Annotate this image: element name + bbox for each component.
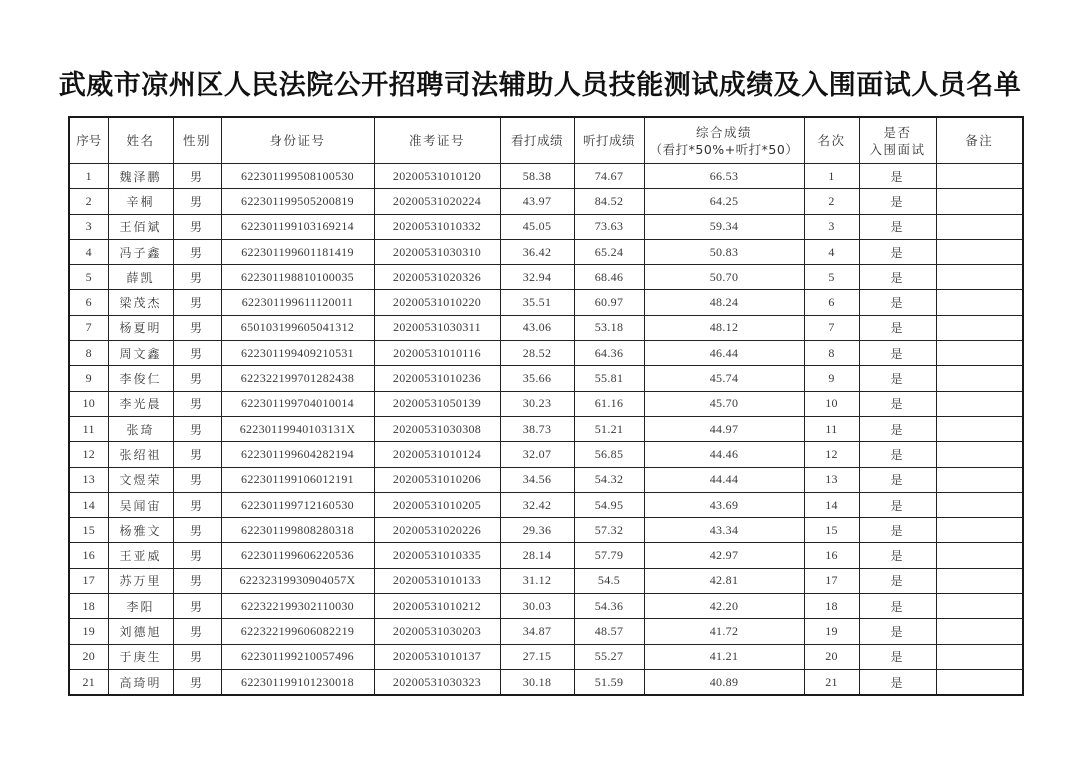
cell-visual-typing: 27.15 [500,644,574,669]
cell-audio-typing: 61.16 [574,391,644,416]
cell-rank: 11 [804,416,859,441]
cell-composite: 50.83 [644,239,804,264]
cell-audio-typing: 68.46 [574,265,644,290]
cell-id-number: 622301199601181419 [221,239,374,264]
cell-name: 王佰斌 [108,214,173,239]
cell-id-number: 622301199409210531 [221,341,374,366]
cell-gender: 男 [173,619,221,644]
cell-name: 于庚生 [108,644,173,669]
cell-seq: 21 [69,669,108,695]
cell-visual-typing: 38.73 [500,416,574,441]
cell-interview: 是 [859,315,936,340]
cell-id-number: 622301199106012191 [221,467,374,492]
cell-composite: 48.24 [644,290,804,315]
table-row [69,391,1023,416]
cell-id-number: 622301199505200819 [221,189,374,214]
header-visual-typing: 看打成绩 [500,117,574,164]
cell-composite: 40.89 [644,669,804,695]
cell-composite: 42.20 [644,594,804,619]
cell-audio-typing: 55.81 [574,366,644,391]
header-row [69,117,1023,164]
cell-composite: 66.53 [644,164,804,189]
cell-audio-typing: 51.21 [574,416,644,441]
cell-remarks [936,315,1023,340]
cell-rank: 12 [804,442,859,467]
cell-visual-typing: 30.03 [500,594,574,619]
cell-id-number: 622301199604282194 [221,442,374,467]
cell-composite: 50.70 [644,265,804,290]
cell-audio-typing: 54.95 [574,492,644,517]
cell-id-number: 62230119940103131X [221,416,374,441]
cell-seq: 10 [69,391,108,416]
cell-id-number: 622301199101230018 [221,669,374,695]
cell-seq: 19 [69,619,108,644]
cell-composite: 43.34 [644,518,804,543]
cell-id-number: 622301199611120011 [221,290,374,315]
cell-gender: 男 [173,442,221,467]
header-composite-line2: （看打*50%+听打*50） [649,141,799,157]
cell-gender: 男 [173,290,221,315]
cell-composite: 43.69 [644,492,804,517]
header-remarks: 备注 [936,117,1023,164]
cell-interview: 是 [859,619,936,644]
cell-visual-typing: 30.18 [500,669,574,695]
cell-exam-number: 20200531010332 [374,214,500,239]
cell-gender: 男 [173,265,221,290]
cell-remarks [936,543,1023,568]
cell-name: 薛凯 [108,265,173,290]
cell-id-number: 622301198810100035 [221,265,374,290]
cell-id-number: 62232319930904057X [221,568,374,593]
cell-audio-typing: 57.79 [574,543,644,568]
cell-rank: 21 [804,669,859,695]
cell-visual-typing: 43.06 [500,315,574,340]
cell-seq: 1 [69,164,108,189]
cell-name: 李俊仁 [108,366,173,391]
cell-visual-typing: 32.07 [500,442,574,467]
header-composite [644,117,804,164]
cell-exam-number: 20200531050139 [374,391,500,416]
table-row [69,543,1023,568]
header-composite-line1: 综合成绩 [695,124,752,140]
cell-visual-typing: 31.12 [500,568,574,593]
cell-name: 文煜荣 [108,467,173,492]
table-row [69,416,1023,441]
cell-seq: 14 [69,492,108,517]
cell-rank: 19 [804,619,859,644]
cell-remarks [936,164,1023,189]
cell-visual-typing: 32.42 [500,492,574,517]
table-row [69,518,1023,543]
cell-exam-number: 20200531010206 [374,467,500,492]
cell-visual-typing: 35.66 [500,366,574,391]
cell-interview: 是 [859,467,936,492]
cell-composite: 42.81 [644,568,804,593]
cell-remarks [936,391,1023,416]
cell-gender: 男 [173,164,221,189]
cell-gender: 男 [173,492,221,517]
cell-composite: 59.34 [644,214,804,239]
cell-gender: 男 [173,391,221,416]
cell-remarks [936,290,1023,315]
cell-name: 杨雅文 [108,518,173,543]
cell-gender: 男 [173,594,221,619]
cell-exam-number: 20200531030310 [374,239,500,264]
cell-exam-number: 20200531020226 [374,518,500,543]
cell-rank: 4 [804,239,859,264]
cell-remarks [936,619,1023,644]
cell-seq: 18 [69,594,108,619]
cell-visual-typing: 30.23 [500,391,574,416]
cell-id-number: 622322199606082219 [221,619,374,644]
cell-id-number: 622301199210057496 [221,644,374,669]
cell-name: 杨夏明 [108,315,173,340]
cell-exam-number: 20200531010133 [374,568,500,593]
cell-remarks [936,518,1023,543]
cell-composite: 41.21 [644,644,804,669]
cell-visual-typing: 43.97 [500,189,574,214]
cell-name: 张琦 [108,416,173,441]
cell-composite: 45.74 [644,366,804,391]
cell-exam-number: 20200531010116 [374,341,500,366]
cell-visual-typing: 35.51 [500,290,574,315]
cell-seq: 5 [69,265,108,290]
cell-interview: 是 [859,644,936,669]
cell-remarks [936,189,1023,214]
cell-name: 王亚威 [108,543,173,568]
cell-gender: 男 [173,669,221,695]
cell-rank: 2 [804,189,859,214]
cell-composite: 44.44 [644,467,804,492]
cell-interview: 是 [859,189,936,214]
cell-name: 周文鑫 [108,341,173,366]
cell-gender: 男 [173,568,221,593]
cell-audio-typing: 56.85 [574,442,644,467]
cell-interview: 是 [859,594,936,619]
cell-interview: 是 [859,265,936,290]
cell-rank: 5 [804,265,859,290]
cell-gender: 男 [173,214,221,239]
cell-exam-number: 20200531020326 [374,265,500,290]
cell-remarks [936,467,1023,492]
table-body [69,164,1023,696]
cell-seq: 20 [69,644,108,669]
cell-id-number: 622301199704010014 [221,391,374,416]
cell-gender: 男 [173,467,221,492]
table-header [69,117,1023,164]
cell-interview: 是 [859,164,936,189]
cell-gender: 男 [173,366,221,391]
cell-remarks [936,341,1023,366]
cell-exam-number: 20200531010137 [374,644,500,669]
cell-composite: 48.12 [644,315,804,340]
cell-interview: 是 [859,492,936,517]
cell-rank: 6 [804,290,859,315]
table-row [69,619,1023,644]
cell-name: 李阳 [108,594,173,619]
cell-rank: 14 [804,492,859,517]
results-table [68,116,1024,696]
cell-interview: 是 [859,518,936,543]
cell-rank: 8 [804,341,859,366]
cell-visual-typing: 32.94 [500,265,574,290]
cell-audio-typing: 84.52 [574,189,644,214]
cell-exam-number: 20200531010212 [374,594,500,619]
cell-exam-number: 20200531030203 [374,619,500,644]
cell-composite: 46.44 [644,341,804,366]
document-title: 武威市凉州区人民法院公开招聘司法辅助人员技能测试成绩及入围面试人员名单 [58,70,1022,101]
cell-rank: 9 [804,366,859,391]
cell-exam-number: 20200531030311 [374,315,500,340]
cell-interview: 是 [859,568,936,593]
cell-audio-typing: 55.27 [574,644,644,669]
cell-rank: 15 [804,518,859,543]
cell-id-number: 622301199712160530 [221,492,374,517]
header-interview-line2: 入围面试 [869,141,926,157]
cell-remarks [936,594,1023,619]
cell-id-number: 650103199605041312 [221,315,374,340]
cell-audio-typing: 53.18 [574,315,644,340]
cell-audio-typing: 48.57 [574,619,644,644]
table-row [69,669,1023,695]
cell-gender: 男 [173,189,221,214]
cell-seq: 2 [69,189,108,214]
cell-interview: 是 [859,366,936,391]
header-id-number: 身份证号 [221,117,374,164]
cell-rank: 16 [804,543,859,568]
cell-rank: 18 [804,594,859,619]
table-row [69,315,1023,340]
table-row [69,568,1023,593]
cell-gender: 男 [173,518,221,543]
cell-audio-typing: 54.36 [574,594,644,619]
cell-exam-number: 20200531010236 [374,366,500,391]
cell-visual-typing: 58.38 [500,164,574,189]
table-row [69,290,1023,315]
cell-exam-number: 20200531010205 [374,492,500,517]
cell-remarks [936,492,1023,517]
cell-audio-typing: 73.63 [574,214,644,239]
cell-visual-typing: 34.56 [500,467,574,492]
cell-rank: 13 [804,467,859,492]
cell-rank: 20 [804,644,859,669]
cell-audio-typing: 54.5 [574,568,644,593]
cell-id-number: 622322199701282438 [221,366,374,391]
cell-interview: 是 [859,669,936,695]
cell-composite: 41.72 [644,619,804,644]
cell-seq: 3 [69,214,108,239]
cell-visual-typing: 29.36 [500,518,574,543]
header-seq: 序号 [69,117,108,164]
cell-visual-typing: 34.87 [500,619,574,644]
cell-id-number: 622301199808280318 [221,518,374,543]
cell-composite: 44.46 [644,442,804,467]
cell-composite: 42.97 [644,543,804,568]
cell-seq: 17 [69,568,108,593]
cell-gender: 男 [173,644,221,669]
cell-remarks [936,568,1023,593]
cell-gender: 男 [173,341,221,366]
header-interview-line1: 是否 [883,124,912,140]
table-row [69,492,1023,517]
cell-name: 吴闻宙 [108,492,173,517]
cell-interview: 是 [859,391,936,416]
cell-rank: 17 [804,568,859,593]
cell-audio-typing: 64.36 [574,341,644,366]
cell-interview: 是 [859,341,936,366]
cell-seq: 6 [69,290,108,315]
table-row [69,644,1023,669]
cell-composite: 64.25 [644,189,804,214]
table-row [69,164,1023,189]
cell-name: 苏万里 [108,568,173,593]
cell-exam-number: 20200531010335 [374,543,500,568]
cell-exam-number: 20200531020224 [374,189,500,214]
cell-audio-typing: 57.32 [574,518,644,543]
cell-name: 梁茂杰 [108,290,173,315]
table-row [69,189,1023,214]
cell-audio-typing: 65.24 [574,239,644,264]
cell-remarks [936,239,1023,264]
cell-gender: 男 [173,543,221,568]
cell-name: 冯子鑫 [108,239,173,264]
table-row [69,341,1023,366]
cell-remarks [936,265,1023,290]
cell-interview: 是 [859,416,936,441]
cell-seq: 16 [69,543,108,568]
cell-visual-typing: 45.05 [500,214,574,239]
table-row [69,467,1023,492]
cell-interview: 是 [859,239,936,264]
cell-remarks [936,644,1023,669]
cell-exam-number: 20200531010124 [374,442,500,467]
cell-gender: 男 [173,315,221,340]
cell-seq: 9 [69,366,108,391]
cell-remarks [936,214,1023,239]
cell-name: 魏泽鹏 [108,164,173,189]
cell-seq: 7 [69,315,108,340]
cell-audio-typing: 54.32 [574,467,644,492]
cell-exam-number: 20200531030323 [374,669,500,695]
cell-interview: 是 [859,442,936,467]
table-row [69,594,1023,619]
header-gender: 性别 [173,117,221,164]
cell-visual-typing: 28.52 [500,341,574,366]
cell-name: 高琦明 [108,669,173,695]
cell-seq: 8 [69,341,108,366]
cell-gender: 男 [173,416,221,441]
cell-id-number: 622301199103169214 [221,214,374,239]
cell-rank: 3 [804,214,859,239]
cell-name: 辛桐 [108,189,173,214]
cell-id-number: 622301199606220536 [221,543,374,568]
header-audio-typing: 听打成绩 [574,117,644,164]
cell-seq: 15 [69,518,108,543]
cell-seq: 11 [69,416,108,441]
cell-composite: 44.97 [644,416,804,441]
cell-visual-typing: 28.14 [500,543,574,568]
cell-seq: 4 [69,239,108,264]
cell-id-number: 622301199508100530 [221,164,374,189]
cell-exam-number: 20200531010220 [374,290,500,315]
cell-rank: 7 [804,315,859,340]
cell-audio-typing: 51.59 [574,669,644,695]
cell-exam-number: 20200531030308 [374,416,500,441]
table-row [69,366,1023,391]
cell-interview: 是 [859,214,936,239]
cell-interview: 是 [859,543,936,568]
header-exam-number: 准考证号 [374,117,500,164]
cell-name: 李光晨 [108,391,173,416]
cell-rank: 10 [804,391,859,416]
cell-seq: 13 [69,467,108,492]
cell-remarks [936,442,1023,467]
table-row [69,442,1023,467]
cell-audio-typing: 74.67 [574,164,644,189]
table-row [69,239,1023,264]
cell-name: 张绍祖 [108,442,173,467]
header-rank: 名次 [804,117,859,164]
cell-remarks [936,416,1023,441]
cell-exam-number: 20200531010120 [374,164,500,189]
cell-remarks [936,366,1023,391]
cell-interview: 是 [859,290,936,315]
cell-remarks [936,669,1023,695]
header-interview [859,117,936,164]
table-row [69,214,1023,239]
cell-audio-typing: 60.97 [574,290,644,315]
header-name: 姓名 [108,117,173,164]
cell-visual-typing: 36.42 [500,239,574,264]
cell-name: 刘德旭 [108,619,173,644]
cell-gender: 男 [173,239,221,264]
cell-composite: 45.70 [644,391,804,416]
table-row [69,265,1023,290]
cell-id-number: 622322199302110030 [221,594,374,619]
cell-rank: 1 [804,164,859,189]
cell-seq: 12 [69,442,108,467]
